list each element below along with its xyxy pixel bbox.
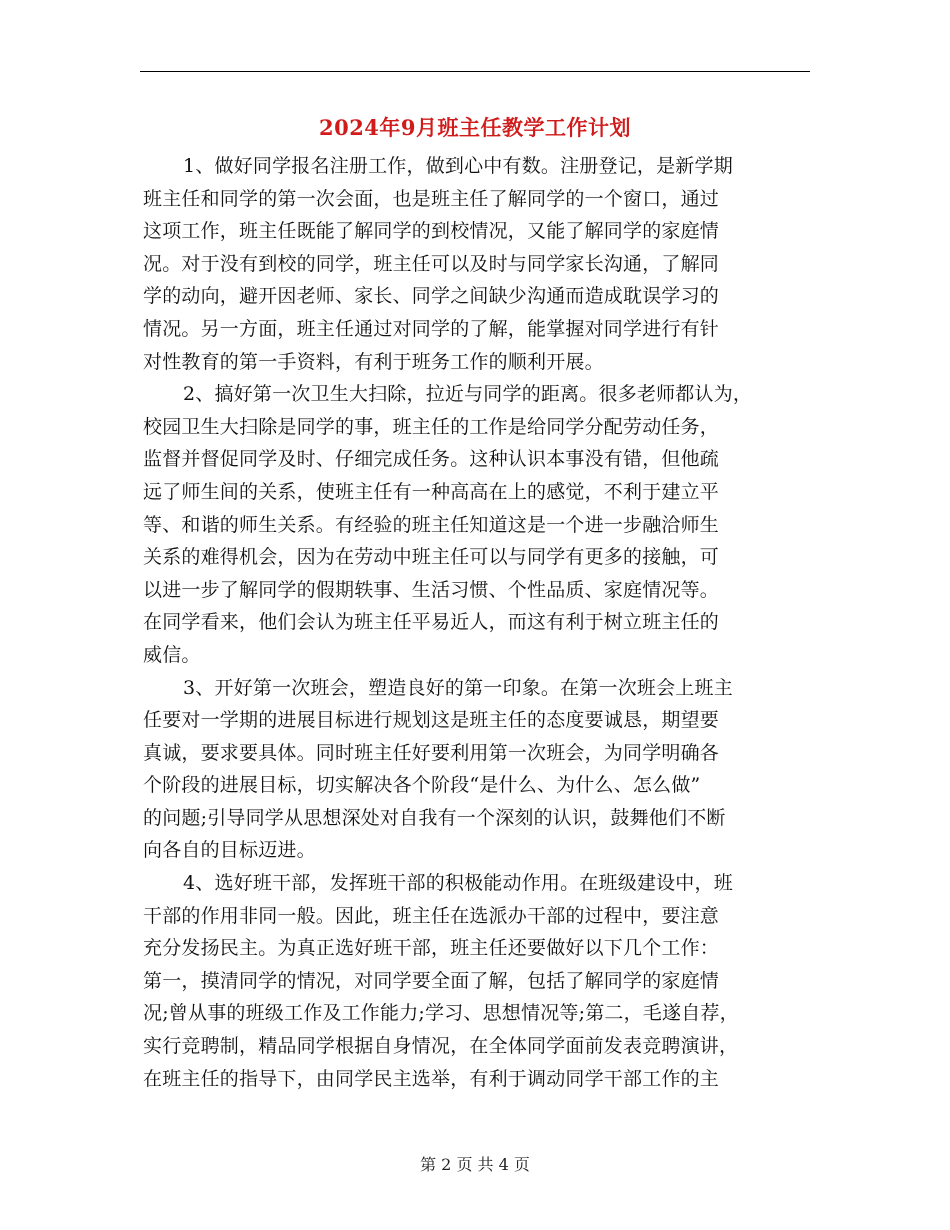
paragraph-1-line-3: 这项工作，班主任既能了解同学的到校情况，又能了解同学的家庭情 — [143, 220, 720, 243]
paragraph-2-line-5: 等、和谐的师生关系。有经验的班主任知道这是一个进一步融洽师生 — [143, 513, 720, 536]
paragraph-2-line-2: 校园卫生大扫除是同学的事，班主任的工作是给同学分配劳动任务， — [143, 415, 720, 438]
paragraph-3-line-5: 的问题;引导同学从思想深处对自我有一个深刻的认识，鼓舞他们不断 — [143, 806, 726, 829]
paragraph-2-line-9: 威信。 — [143, 643, 201, 666]
paragraph-4-line-3: 充分发扬民主。为真正选好班干部，班主任还要做好以下几个工作： — [143, 937, 720, 960]
paragraph-2-line-8: 在同学看来，他们会认为班主任平易近人，而这有利于树立班主任的 — [143, 611, 720, 634]
paragraph-4-line-5: 况;曾从事的班级工作及工作能力;学习、思想情况等;第二，毛遂自荐， — [143, 1002, 739, 1025]
paragraph-1-line-4: 况。对于没有到校的同学，班主任可以及时与同学家长沟通，了解同 — [143, 252, 720, 275]
paragraph-2-line-6: 关系的难得机会，因为在劳动中班主任可以与同学有更多的接触，可 — [143, 546, 720, 569]
page-number: 第 2 页 共 4 页 — [420, 1155, 530, 1174]
paragraph-1-line-1: 1、做好同学报名注册工作，做到心中有数。注册登记，是新学期 — [183, 155, 733, 177]
paragraph-1-line-7: 对性教育的第一手资料，有利于班务工作的顺利开展。 — [143, 350, 604, 373]
header-rule — [140, 71, 810, 72]
paragraph-1-line-2: 班主任和同学的第一次会面，也是班主任了解同学的一个窗口，通过 — [143, 187, 720, 210]
paragraph-4-line-1: 4、选好班干部，发挥班干部的积极能动作用。在班级建设中，班 — [183, 872, 733, 895]
paragraph-4-line-7: 在班主任的指导下，由同学民主选举，有利于调动同学干部工作的主 — [143, 1067, 720, 1090]
paragraph-4-line-2: 干部的作用非同一般。因此，班主任在选派办干部的过程中，要注意 — [143, 904, 720, 927]
paragraph-3-line-4: 个阶段的进展目标，切实解决各个阶段“是什么、为什么、怎么做” — [143, 774, 701, 797]
paragraph-3-line-3: 真诚，要求要具体。同时班主任好要利用第一次班会，为同学明确各 — [143, 741, 720, 764]
paragraph-2-line-1: 2、搞好第一次卫生大扫除，拉近与同学的距离。很多老师都认为， — [183, 383, 753, 406]
paragraph-4-line-4: 第一，摸清同学的情况，对同学要全面了解，包括了解同学的家庭情 — [143, 969, 720, 992]
document-body — [143, 150, 815, 1095]
paragraph-2-line-4: 远了师生间的关系，使班主任有一种高高在上的感觉，不利于建立平 — [143, 480, 720, 503]
paragraph-2-line-7: 以进一步了解同学的假期轶事、生活习惯、个性品质、家庭情况等。 — [143, 578, 720, 601]
paragraph-3-line-2: 任要对一学期的进展目标进行规划这是班主任的态度要诚恳，期望要 — [143, 709, 720, 732]
paragraph-2-line-3: 监督并督促同学及时、仔细完成任务。这种认识本事没有错，但他疏 — [143, 448, 720, 471]
paragraph-3-line-1: 3、开好第一次班会，塑造良好的第一印象。在第一次班会上班主 — [183, 676, 733, 699]
paragraph-1-line-5: 学的动向，避开因老师、家长、同学之间缺少沟通而造成耽误学习的 — [143, 285, 720, 308]
document-title: 2024年9月班主任教学工作计划 — [318, 115, 632, 140]
paragraph-4-line-6: 实行竞聘制，精品同学根据自身情况，在全体同学面前发表竞聘演讲， — [143, 1035, 739, 1058]
paragraph-1-line-6: 情况。另一方面，班主任通过对同学的了解，能掌握对同学进行有针 — [143, 317, 720, 340]
paragraph-3-line-6: 向各自的目标迈进。 — [143, 839, 316, 862]
